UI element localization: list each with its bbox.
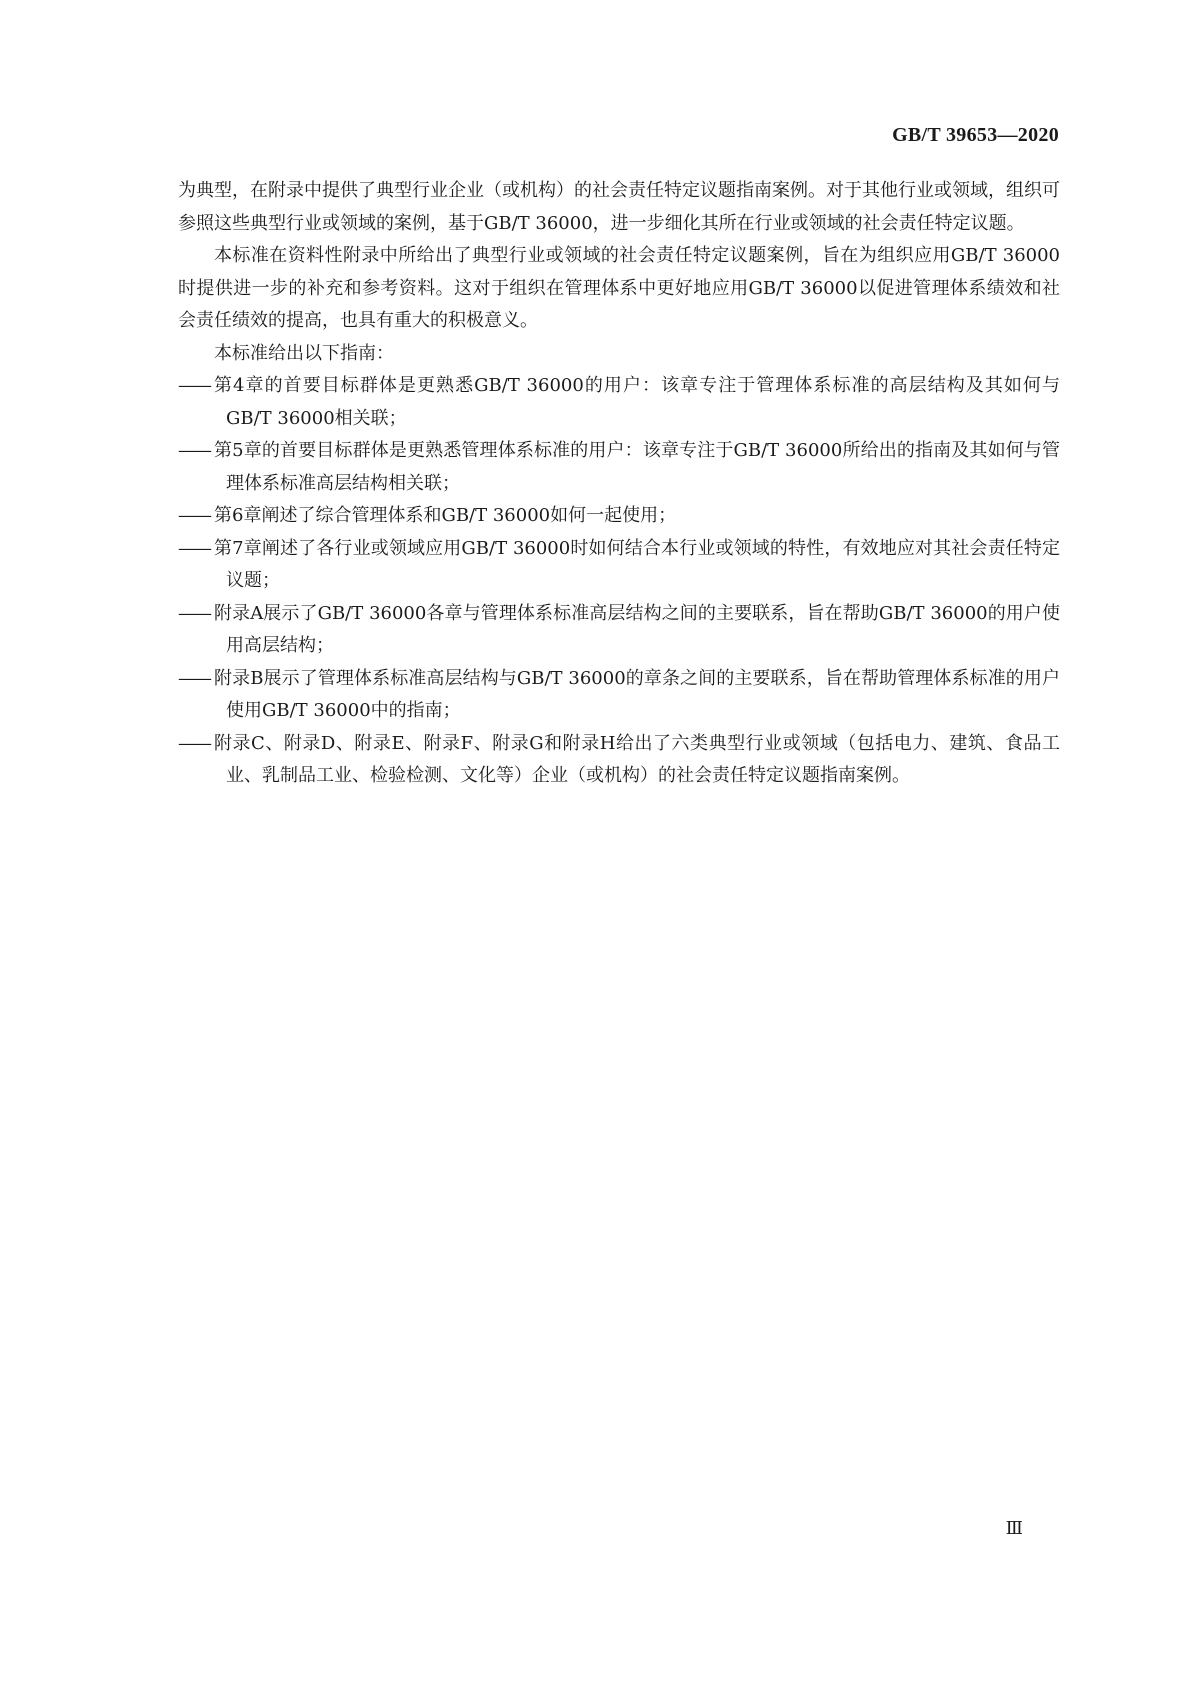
- guidance-list: [178, 370, 1060, 793]
- document-body: [178, 175, 1060, 793]
- list-item: [178, 728, 1060, 793]
- list-dash: ——: [178, 602, 210, 624]
- list-item: [178, 435, 1060, 500]
- list-item-text: 第6章阐述了综合管理体系和GB/T 36000如何一起使用；: [214, 505, 677, 526]
- list-item-text: 第5章的首要目标群体是更熟悉管理体系标准的用户：该章专注于GB/T 36000所给出的指南及其如何与管理体系标准高层结构相关联；: [214, 440, 1060, 494]
- list-item: [178, 500, 1060, 533]
- list-item-text: 第4章的首要目标群体是更熟悉GB/T 36000的用户：该章专注于管理体系标准的高层结构及其如何与GB/T 36000相关联；: [214, 375, 1060, 429]
- paragraph-informative-annex: 本标准在资料性附录中所给出了典型行业或领域的社会责任特定议题案例，旨在为组织应用GB/T 36000时提供进一步的补充和参考资料。这对于组织在管理体系中更好地应用GB/T 36000以促进管理体系绩效和社会责任绩效的提高，也具有重大的积极意义。: [178, 245, 1060, 331]
- list-item: [178, 370, 1060, 435]
- list-item-text: 附录C、附录D、附录E、附录F、附录G和附录H给出了六类典型行业或领域（包括电力、建筑、食品工业、乳制品工业、检验检测、文化等）企业（或机构）的社会责任特定议题指南案例。: [214, 732, 1060, 786]
- list-dash: ——: [178, 440, 210, 461]
- standard-code: GB/T 39653—2020: [892, 124, 1059, 146]
- list-item: [178, 663, 1060, 728]
- page-number: Ⅲ: [1005, 1518, 1023, 1538]
- list-dash: ——: [178, 375, 210, 396]
- list-dash: ——: [178, 505, 210, 526]
- paragraph-guidance-intro: 本标准给出以下指南：: [214, 342, 394, 364]
- list-item: [178, 598, 1060, 663]
- list-dash: ——: [178, 667, 210, 689]
- list-item-text: 附录A展示了GB/T 36000各章与管理体系标准高层结构之间的主要联系，旨在帮助GB/T 36000的用户使用高层结构；: [214, 602, 1060, 656]
- paragraph-continuation: 为典型，在附录中提供了典型行业企业（或机构）的社会责任特定议题指南案例。对于其他行业或领域，组织可参照这些典型行业或领域的案例，基于GB/T 36000，进一步细化其所在行业或领域的社会责任特定议题。: [178, 180, 1060, 234]
- list-item-text: 附录B展示了管理体系标准高层结构与GB/T 36000的章条之间的主要联系，旨在帮助管理体系标准的用户使用GB/T 36000中的指南；: [214, 667, 1060, 721]
- list-item-text: 第7章阐述了各行业或领域应用GB/T 36000时如何结合本行业或领域的特性，有效地应对其社会责任特定议题；: [214, 537, 1060, 591]
- list-dash: ——: [178, 537, 210, 559]
- list-item: [178, 533, 1060, 598]
- list-dash: ——: [178, 732, 210, 754]
